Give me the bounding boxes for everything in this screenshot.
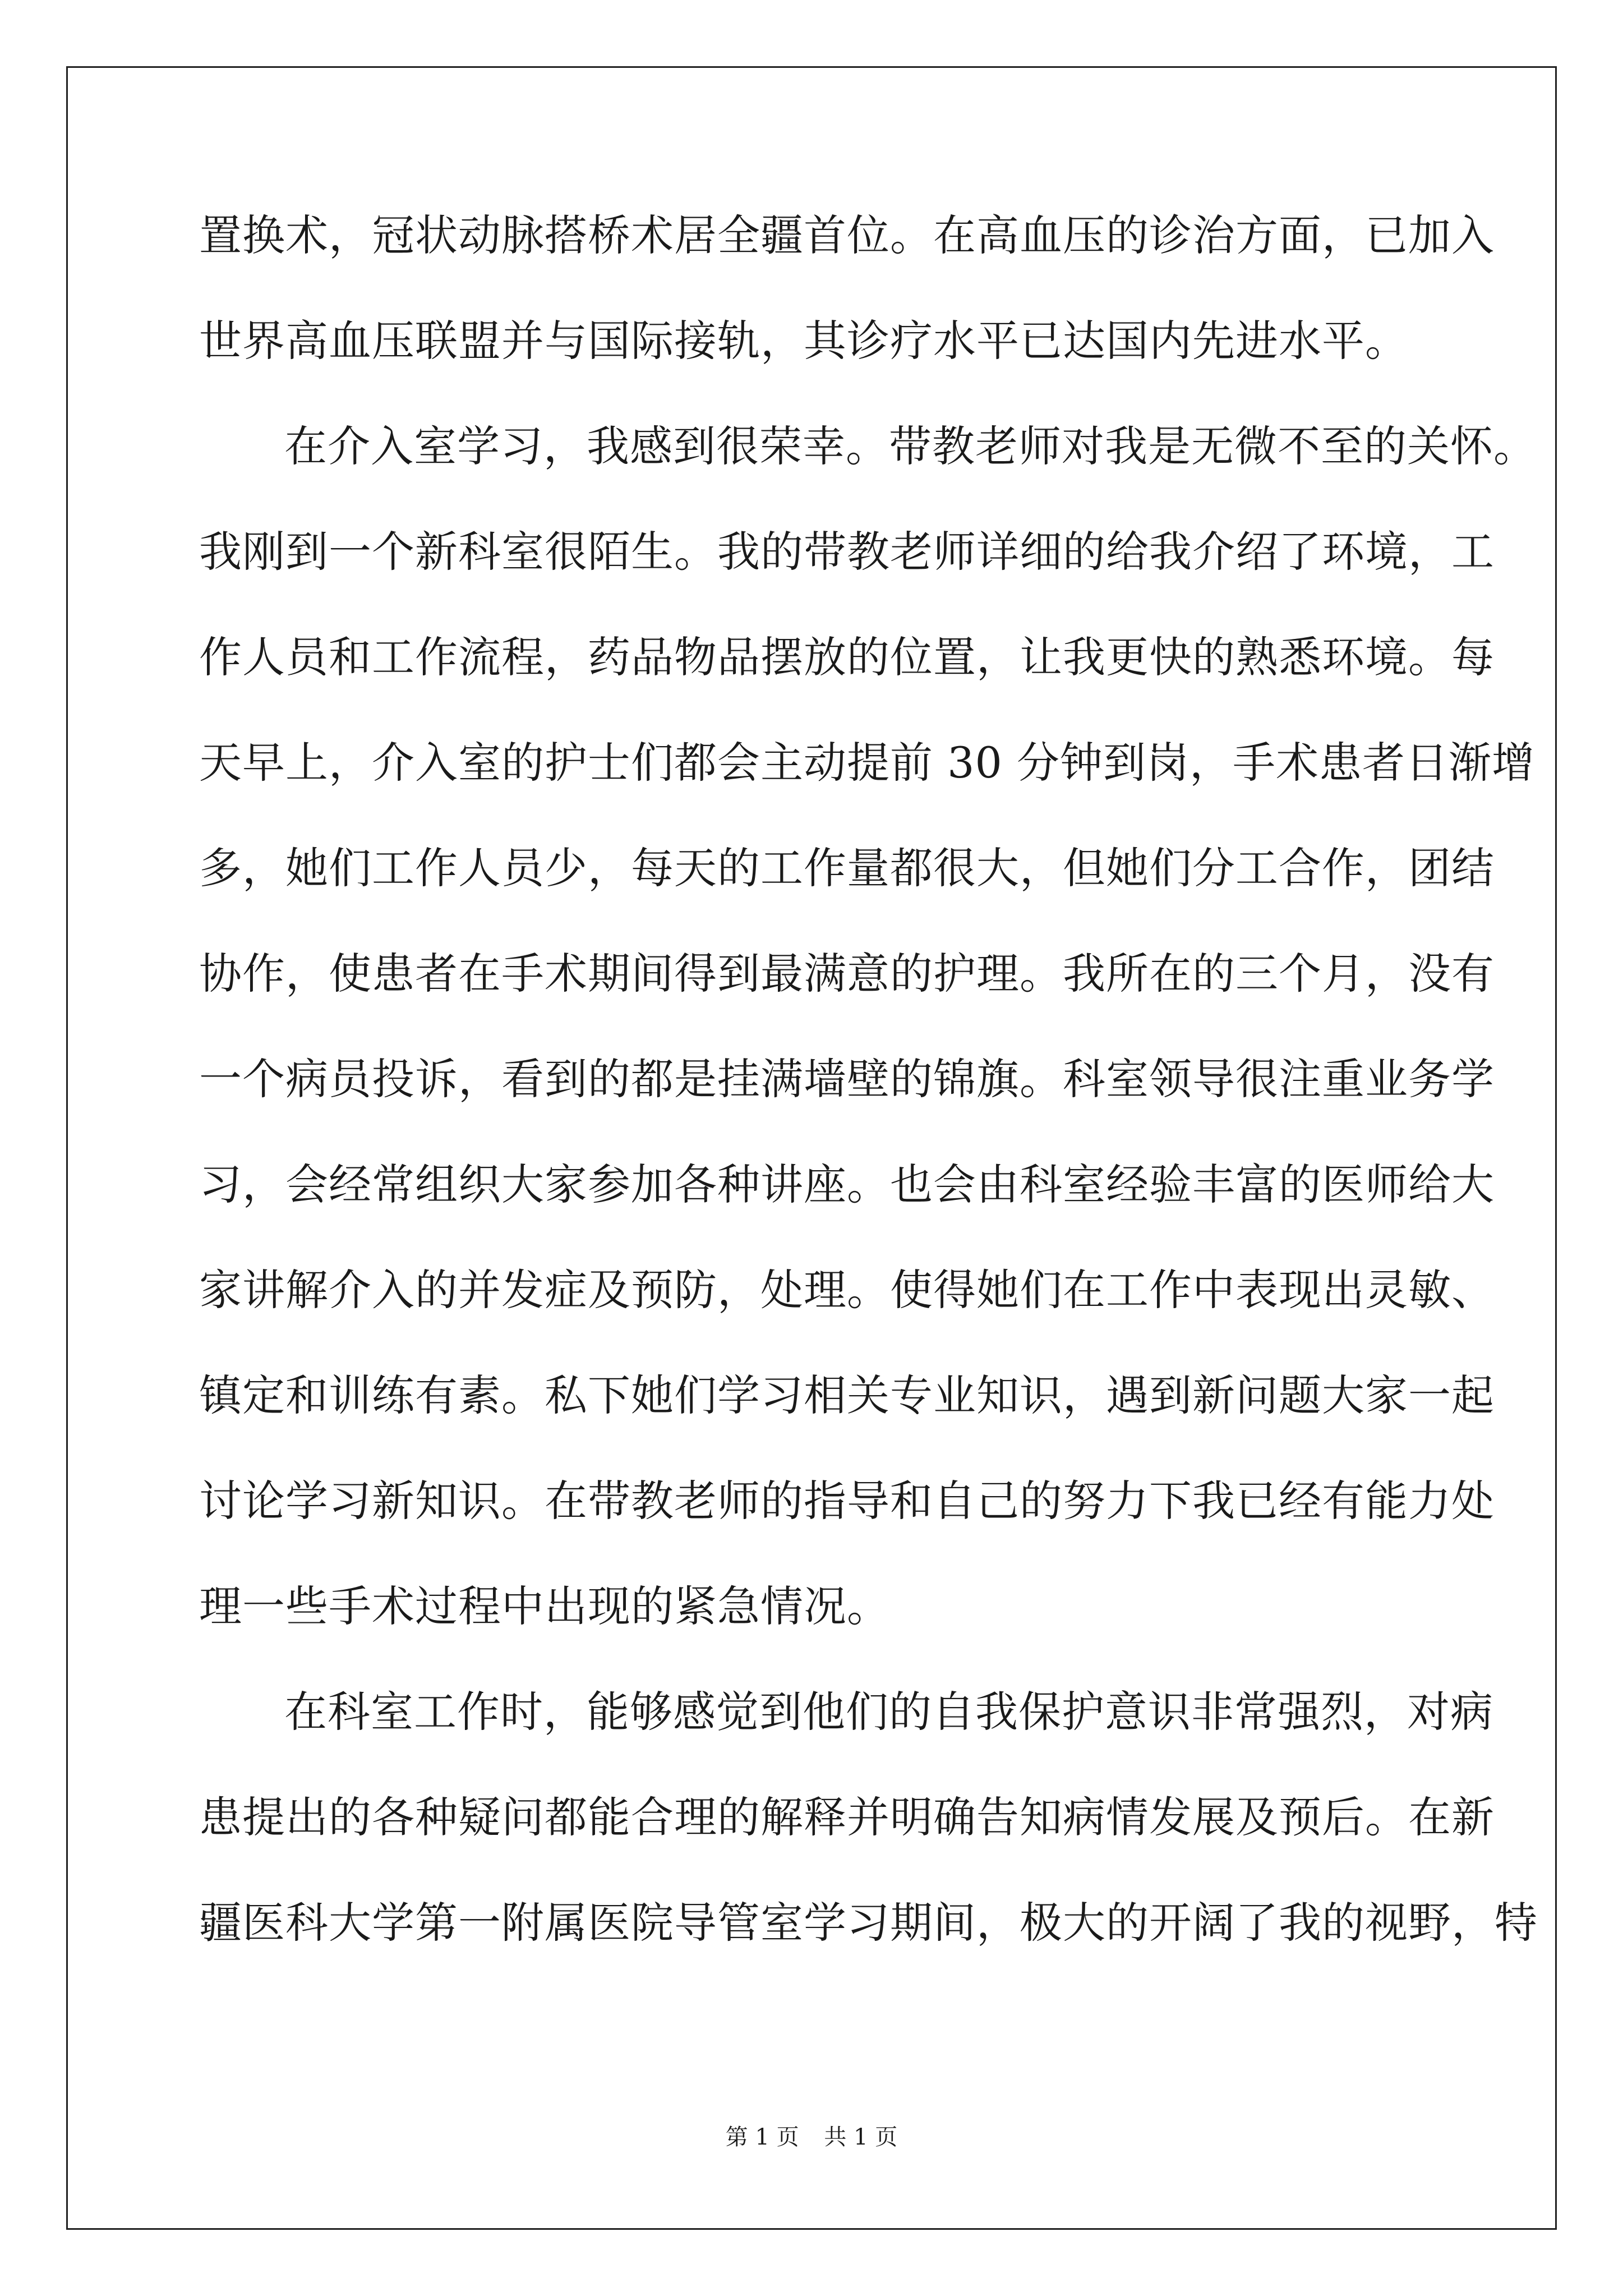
text-line: 多，她们工作人员少，每天的工作量都很大，但她们分工合作，团结	[199, 843, 1495, 893]
text-line: 镇定和训练有素。私下她们学习相关专业知识，遇到新问题大家一起	[199, 1370, 1495, 1420]
text-line: 我刚到一个新科室很陌生。我的带教老师详细的给我介绍了环境，工	[199, 527, 1495, 577]
paragraph-first-line: 在介入室学习，我感到很荣幸。带教老师对我是无微不至的关怀。	[284, 421, 1537, 471]
text-line: 理一些手术过程中出现的紧急情况。	[199, 1581, 890, 1631]
text-line: 作人员和工作流程，药品物品摆放的位置，让我更快的熟悉环境。每	[199, 632, 1495, 682]
text-line: 讨论学习新知识。在带教老师的指导和自己的努力下我已经有能力处	[199, 1476, 1495, 1526]
text-line: 习，会经常组织大家参加各种讲座。也会由科室经验丰富的医师给大	[199, 1159, 1495, 1209]
text-line: 世界高血压联盟并与国际接轨，其诊疗水平已达国内先进水平。	[199, 316, 1408, 366]
document-body	[199, 208, 1538, 2000]
text-line: 患提出的各种疑问都能合理的解释并明确告知病情发展及预后。在新	[199, 1792, 1495, 1842]
text-line: 协作，使患者在手术期间得到最满意的护理。我所在的三个月，没有	[199, 949, 1495, 999]
text-line: 疆医科大学第一附属医院导管室学习期间，极大的开阔了我的视野，特	[199, 1898, 1538, 1948]
page-footer	[0, 2119, 1623, 2151]
page-number: 第 1 页	[725, 2124, 799, 2150]
text-line: 天早上，介入室的护士们都会主动提前 30 分钟到岗，手术患者日渐增	[199, 738, 1536, 788]
text-line: 一个病员投诉，看到的都是挂满墙壁的锦旗。科室领导很注重业务学	[199, 1054, 1495, 1104]
text-line: 置换术，冠状动脉搭桥术居全疆首位。在高血压的诊治方面，已加入	[199, 210, 1495, 260]
page-total: 共 1 页	[824, 2124, 898, 2150]
paragraph-first-line: 在科室工作时，能够感觉到他们的自我保护意识非常强烈，对病	[284, 1687, 1493, 1737]
text-line: 家讲解介入的并发症及预防，处理。使得她们在工作中表现出灵敏、	[199, 1265, 1495, 1315]
